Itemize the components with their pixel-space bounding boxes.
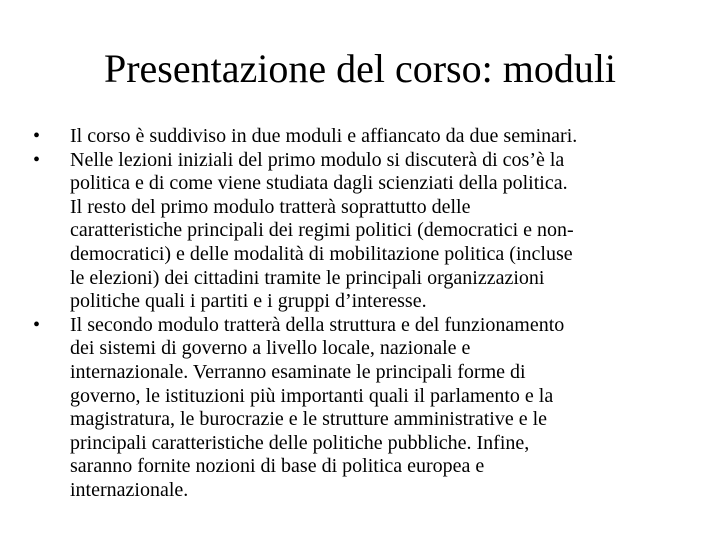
bullet-text-line: dei sistemi di governo a livello locale, nazionale e <box>70 337 471 360</box>
bullet-text-line: Il resto del primo modulo tratterà soprattutto delle <box>70 195 471 218</box>
bullet-icon: • <box>33 148 41 171</box>
bullet-item <box>33 314 688 503</box>
bullet-text-line: internazionale. <box>70 478 189 501</box>
bullet-text-line: Il corso è suddiviso in due moduli e affiancato da due seminari. <box>70 125 578 147</box>
bullet-text-line: principali caratteristiche delle politiche pubbliche. Infine, <box>70 431 530 454</box>
bullet-text-line: politiche quali i partiti e i gruppi d’interesse. <box>70 290 427 313</box>
bullet-icon: • <box>33 313 41 336</box>
bullet-text-line: governo, le istituzioni più importanti quali il parlamento e la <box>70 384 554 407</box>
bullet-text-line: politica e di come viene studiata dagli scienziati della politica. <box>70 172 568 195</box>
slide-title: Presentazione del corso: moduli <box>103 46 617 91</box>
bullet-text-line: caratteristiche principali dei regimi politici (democratici e non- <box>70 219 574 242</box>
bullet-text-line: democratici) e delle modalità di mobilitazione politica (incluse <box>70 242 573 265</box>
bullet-text-line: saranno fornite nozioni di base di politica europea e <box>70 455 485 478</box>
bullet-icon: • <box>33 125 41 147</box>
bullet-item <box>33 125 688 149</box>
bullet-text-line: internazionale. Verranno esaminate le principali forme di <box>70 360 526 383</box>
bullet-text-line: magistratura, le burocrazie e le strutture amministrative e le <box>70 408 548 431</box>
bullet-text-line: Il secondo modulo tratterà della struttura e del funzionamento <box>70 313 565 336</box>
bullet-text-line: Nelle lezioni iniziali del primo modulo si discuterà di cos’è la <box>70 148 565 171</box>
bullet-list <box>33 125 688 503</box>
bullet-text-line: le elezioni) dei cittadini tramite le principali organizzazioni <box>70 266 545 289</box>
bullet-item <box>33 149 688 314</box>
